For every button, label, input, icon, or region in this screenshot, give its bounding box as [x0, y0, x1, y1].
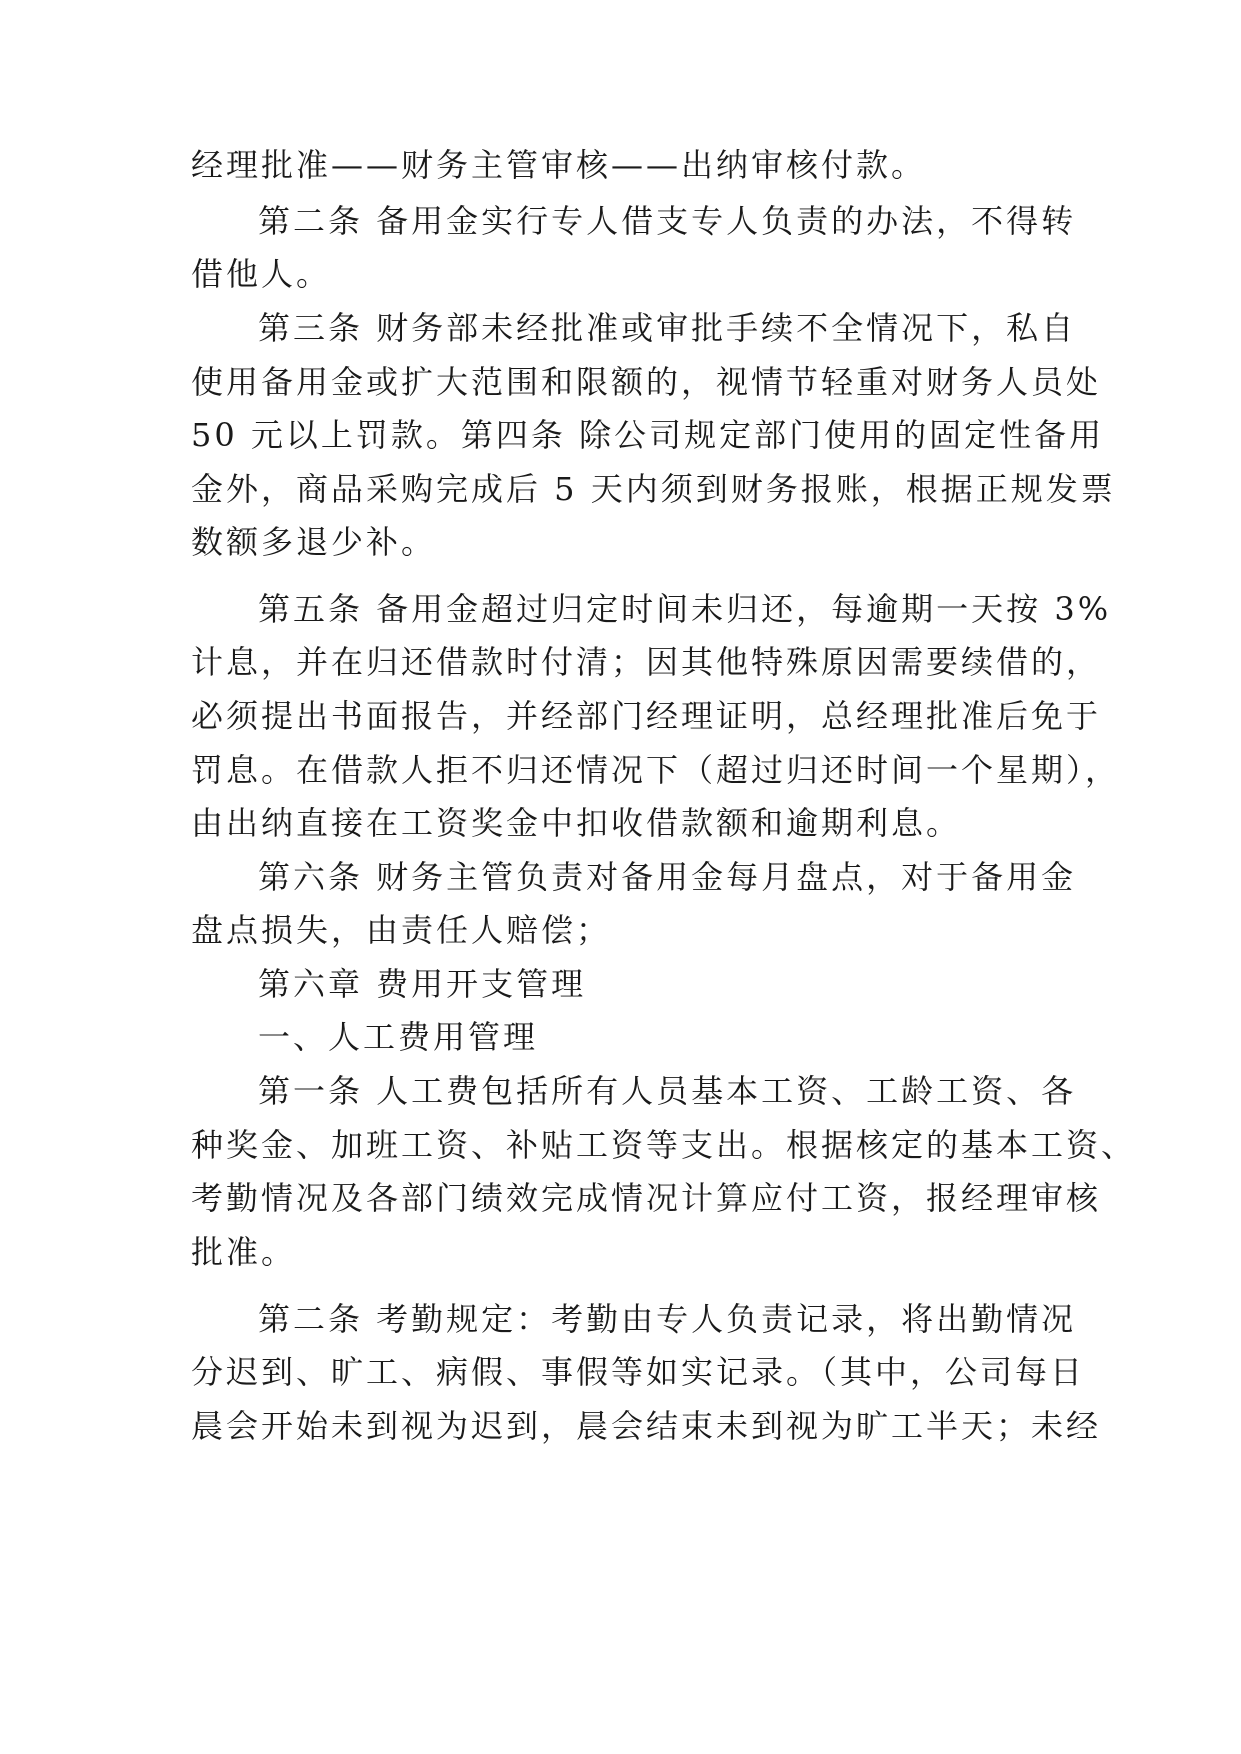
text-line: 必须提出书面报告，并经部门经理证明，总经理批准后免于 — [191, 697, 1102, 735]
subsection-heading: 一、人工费用管理 — [258, 1018, 539, 1056]
text-line: 第一条 人工费包括所有人员基本工资、工龄工资、各 — [258, 1072, 1077, 1110]
text-line: 借他人。 — [191, 255, 332, 293]
text-line: 计息，并在归还借款时付清；因其他特殊原因需要续借的， — [191, 643, 1102, 681]
text-line: 第三条 财务部未经批准或审批手续不全情况下，私自 — [258, 309, 1077, 347]
text-line: 50 元以上罚款。第四条 除公司规定部门使用的固定性备用 — [191, 416, 1105, 454]
text-line: 罚息。在借款人拒不归还情况下（超过归还时间一个星期）， — [191, 751, 1121, 789]
text-line: 第二条 备用金实行专人借支专人负责的办法，不得转 — [258, 202, 1077, 240]
section-heading: 第六章 费用开支管理 — [258, 965, 587, 1003]
text-line: 第二条 考勤规定：考勤由专人负责记录，将出勤情况 — [258, 1300, 1077, 1338]
text-line: 经理批准——财务主管审核——出纳审核付款。 — [191, 146, 927, 184]
text-line: 金外，商品采购完成后 5 天内须到财务报账，根据正规发票 — [191, 470, 1116, 508]
text-line: 晨会开始未到视为迟到，晨会结束未到视为旷工半天；未经 — [191, 1407, 1102, 1445]
text-line: 考勤情况及各部门绩效完成情况计算应付工资，报经理审核 — [191, 1179, 1102, 1217]
text-line: 批准。 — [191, 1233, 297, 1271]
text-line: 由出纳直接在工资奖金中扣收借款额和逾期利息。 — [191, 804, 962, 842]
text-line: 第六条 财务主管负责对备用金每月盘点，对于备用金 — [258, 858, 1077, 896]
text-line: 分迟到、旷工、病假、事假等如实记录。（其中，公司每日 — [191, 1353, 1086, 1391]
text-line: 使用备用金或扩大范围和限额的，视情节轻重对财务人员处 — [191, 363, 1102, 401]
text-line: 第五条 备用金超过归定时间未归还，每逾期一天按 3% — [258, 590, 1112, 628]
text-line: 数额多退少补。 — [191, 523, 437, 561]
text-line: 盘点损失，由责任人赔偿； — [191, 911, 612, 949]
text-line: 种奖金、加班工资、补贴工资等支出。根据核定的基本工资、 — [191, 1126, 1137, 1164]
